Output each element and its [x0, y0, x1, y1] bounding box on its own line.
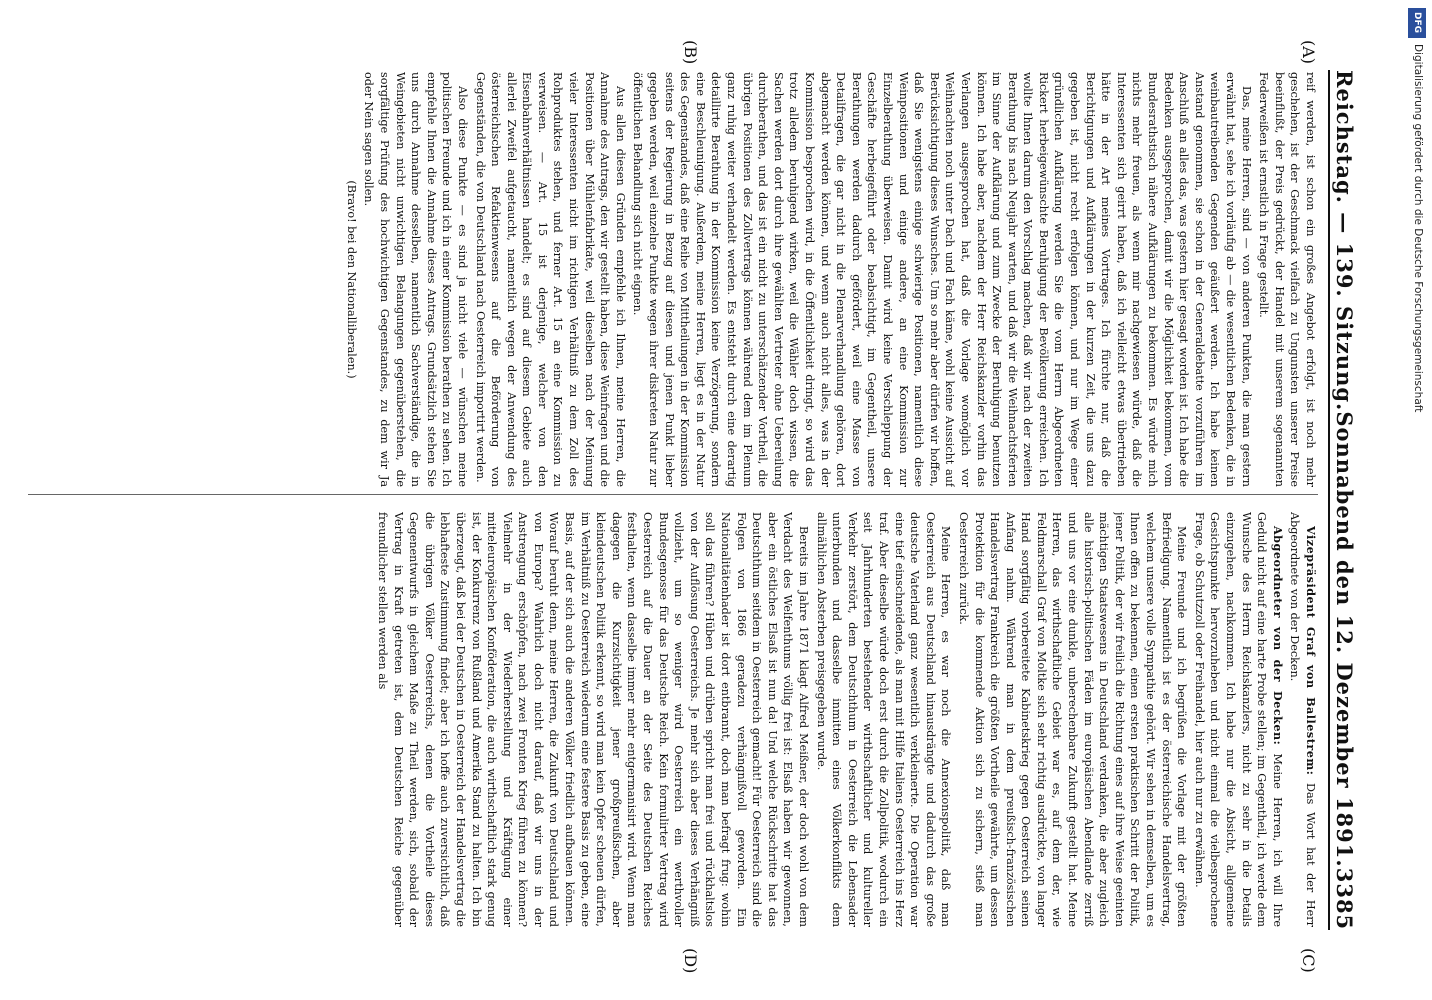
- applause-note: (Bravo! bei den Nationalliberalen.): [344, 180, 358, 379]
- speech-text: Meine Herren, ich will Ihre Geduld nicht auf eine harte Probe stellen; im Gegentheil, ich werde dem Wunsche des Herrn Reichskanzlers, nicht zu sehr in die Details einzugehen, nachkommen. Ich habe nur die Absicht, allgemeine Gesichtspunkte hervorzuheben und nicht einmal die vielbesprochene Frage, ob Schutzzoll oder Freihandel, hier auch nur zu erwähnen.: [1192, 512, 1284, 927]
- speech-text: Das Wort hat der Herr Abgeordnete von der Decken.: [1288, 512, 1317, 927]
- paragraph: [1287, 512, 1318, 927]
- right-column: [28, 512, 1318, 927]
- speech-text: Meine Freunde und ich begrüßen die Vorlage mit der größten Befriedigung. Namentlich ist es der österreichische Handelsvertrag, welchem unsere volle Sympathie gehört. Wir sehen in demselben, um es Ihnen offen zu bekennen, einen ersten praktischen Schritt der Politik, jener Politik, der wir freilich die Richtung eines auf ihre Weise geeinten mächtigen Staatswesens in Deutschland verdanken, die aber zugleich alle historisch-politischen Fäden im europäischen Abendlande zerriß und uns vor eine dunkle, unberechenbare Zukunft gestellt hat. Meine Herren, das wirthschaftliche Gebiet war es, auf dem der, wie Feldmarschall Graf von Moltke sich sehr richtig ausdrückte, von langer Hand sorgfältig vorbereitete Kabinetskrieg gegen Oesterreich seinen Anfang nahm. Während man in dem preußisch-französischen Handelsvertrag Frankreich die größten Vortheile gewährte, um dessen Protektion für die kommende Aktion sich zu sichern, stieß man Oesterreich zurück.: [956, 512, 1189, 927]
- header-rule: [1328, 70, 1330, 930]
- paragraph: [813, 512, 953, 927]
- dfg-credit: Digitalisierung gefördert durch die Deutsche Forschungsgemeinschaft: [1412, 44, 1424, 413]
- running-header: [1332, 70, 1372, 930]
- header-left: Reichstag. — 139. Sitzung.: [1332, 70, 1357, 412]
- dfg-logo: DFG: [1408, 8, 1426, 38]
- margin-marker-c: (C): [1299, 948, 1318, 973]
- margin-marker-b: (B): [681, 40, 700, 65]
- speaker-name: Vizepräsident Graf von Ballestrem:: [1304, 526, 1318, 776]
- speaker-name: Abgeordneter von der Decken:: [1270, 526, 1285, 746]
- left-column: [28, 72, 1318, 487]
- paragraph: Aus allen diesen Gründen empfehle ich Ihnen, meine Herren, die Annahme des Antrags, den wir gestellt haben, diese Weinfragen und die Positionen über Mühlenfabrikate, weil dieselben nach der Meinung vieler Interessenten nicht im richtigen Verhältniß zu dem Zoll des Rohproduktes stehen, und ferner Art. 15 an eine Kommission zu verweisen. — Art. 15 ist derjenige, welcher von den Eisenbahnverhältnissen handelt; es sind auf diesem Gebiete auch allerlei Zweifel aufgetaucht, namentlich wegen der Anwendung des österreichischen Refaktienwesens auf die Beförderung von Gegenständen, die von Deutschland nach Oesterreich importirt werden.: [473, 72, 627, 487]
- column-divider: [28, 494, 1318, 495]
- page-number: 3385: [1332, 867, 1357, 931]
- paragraph: [1191, 512, 1285, 927]
- paragraph: Das, meine Herren, sind — von anderen Punkten, die man gestern erwähnt hat, sehe ich vorläufig ab — die wesentlichen Bedenken, die in weinbautreibenden Gegenden geäußert werden. Ich habe keinen Anstand genommen, sie schon in der Generaldebatte vorzuführen im Anschluß an alles das, was gestern hier gesagt worden ist. Ich habe die Bedenken ausgesprochen, damit wir die Möglichkeit bekommen, vom Bundesrathstisch nähere Aufklärungen zu bekommen. Es würde mich nichts mehr freuen, als wenn mir nachgewiesen würde, daß die Interessenten sich geirrt haben, daß ich vielleicht etwas übertrieben hätte in der Art meines Vortrages. Ich fürchte nur, daß die Berichtigungen und Aufklärungen in der kurzen Zeit, die uns dazu gegeben ist, nicht recht erfolgen können, und nur im Wege einer gründlichen Aufklärung werden Sie die vom Herrn Abgeordneten Rickert herbeigewünschte Beruhigung der Bevölkerung erreichen. Ich wollte Ihnen darum den Vorschlag machen, daß wir nach der zweiten Berathung bis nach Neujahr warten, und daß wir die Weihnachtsferien im Sinne der Aufklärung und zum Zwecke der Beruhigung benutzen können. Ich habe aber, nachdem der Herr Reichskanzler vorhin das Verlangen ausgesprochen hat, daß die Vorlage womöglich vor Weihnachten noch unter Dach und Fach käme, wohl keine Aussicht auf Berücksichtigung dieses Wunsches. Um so mehr aber dürfen wir hoffen, daß Sie wenigstens einige schwierige Positionen, namentlich diese Weinpositionen und einige andere, an eine Kommission zur Einzelberathung überweisen. Damit wird keine Verschleppung der Geschäfte herbeigeführt oder beabsichtigt, im Gegentheil, unsere Berathungen werden dadurch gefördert, weil eine Masse von Detailfragen, die gar nicht in die Plenarverhandlung gehören, dort abgemacht werden können, und wenn auch nicht alles, was in der Kommission besprochen wird, in die Öffentlichkeit dringt, so wird das trotz alledem beruhigend wirken, weil die Wähler doch wissen, die Sachen werden dort durch ihre gewählten Vertreter ohne Uebereilung durchberathen, und das ist ein nicht zu unterschätzender Vortheil, die übrigen Positionen des Zollvertrags können während dem im Plenum ganz ruhig weiter verhandelt werden. Es entsteht durch eine derartig detaillirte Berathung in der Kommission keine Verzögerung, sondern eine Beschleunigung. Außerdem, meine Herren, liegt es in der Natur des Gegenstandes, daß eine Reihe von Mittheilungen in der Kommission seitens der Regierung in Bezug auf diesen und jenen Punkt lieber gegeben werden, weil einzelne Punkte wegen ihrer diskreten Natur zur öffentlichen Behandlung sich nicht eignen.: [631, 72, 1253, 487]
- paragraph: [955, 512, 1189, 927]
- speech-text: Meine Herren, es war noch die Annexionspolitik, daß man Oesterreich aus Deutschland hinausdrängte und dadurch das große deutsche Vaterland ganz wesentlich verkleinerte. Die Operation war eine tief einschneidende, als man mit Hilfe Italiens Oesterreich ins Herz traf. Aber dieselbe würde doch erst durch die Zollpolitik, wodurch ein seit Jahrhunderten bestehender wirthschaftlicher und kultureller Verkehr zerstört, dem Deutschthum in Oesterreich die Lebensader unterbunden und dasselbe inmitten eines Völkerkonflikts dem allmählichen Absterben preisgegeben wurde.: [814, 512, 953, 927]
- margin-marker-a: (A): [1299, 40, 1318, 65]
- paragraph: Also diese Punkte — es sind ja nicht viele — wünschen meine politischen Freunde und ich in einer Kommission berathen zu sehen. Ich empfehle Ihnen die Annahme dieses Antrags. Grundsätzlich stehen Sie uns durch Annahme desselben, namentlich Sachverständige, die in Weingebieten nicht unwichtigen Belangungen gegenüberstehen, die sorgfältige Prüfung des hochwichtigen Gegenstandes, zu dem wir Ja oder Nein sagen sollen.: [362, 72, 469, 487]
- paragraph: reif werden, ist schon ein großes Angebot erfolgt, ist noch mehr geschehen, ist der Geschmack vielfach zu Ungunsten unserer Preise beeinflußt, der Preis gedrückt, der Handel mit unserem sogenannten Federweißen ist ernstlich in Frage gestellt.: [1257, 72, 1317, 487]
- header-date: Sonnabend den 12. Dezember 1891.: [1332, 411, 1357, 868]
- margin-marker-d: (D): [681, 948, 700, 974]
- paragraph: [374, 512, 811, 927]
- dfg-sidebar: [1404, 0, 1432, 1000]
- speech-text: Bereits im Jahre 1871 klagt Alfred Meißner, der doch wohl von dem Verdacht des Welfenthums völlig frei ist: Elsaß haben wir gewonnen, aber ein östliches Elsaß ist nun da! Und welche Rückschritte hat das Deutschthum seitdem in Oesterreich gemacht! Für Oesterreich sind die Folgen von 1866 geradezu verhängnißvoll geworden. Ein Nationalitätenhader ist dort entbrannt, doch man befragt frug: wohin soll das führen? Hüben und drüben spricht man frei und rückhaltslos von der Auflösung Oesterreichs. Je mehr sich aber dieses Verhängniß vollzieht, um so weniger wird Oesterreich ein werthvoller Bundesgenosse für das Deutsche Reich. Kein formulirter Vertrag wird Oesterreich auf die Dauer an der Seite des Deutschen Reiches festhalten, wenn dasselbe immer mehr entgermanisirt wird. Wenn man dagegen die Kurzsichtigkeit jener großpreußischen, aber kleindeutschen Politik erkennt, so wird man kein Opfer scheuen dürfen, im Verhältniß zu Oesterreich wiederum eine festere Basis zu geben, eine Basis, auf der sich auch die anderen Völker friedlich aufbauen können. Worauf beruht denn, meine Herren, die Zukunft von Deutschland und von Europa? Wahrlich doch nicht darauf, daß wir uns in der Anstrengung erschöpfen, nach zwei Fronten Krieg führen zu können? Vielmehr in der Wiederherstellung und Kräftigung einer mitteleuropäischen Konföderation, die auch wirthschaftlich stark genug ist, der Konkurrenz von Rußland und Amerika Stand zu halten. Ich bin überzeugt, daß bei der Deutschen in Oesterreich der Handelsvertrag die lebhafteste Zustimmung findet; aber ich hoffe auch zuversichtlich, daß die übrigen Völker Oesterreichs, denen die Vortheile dieses Gegenentwurfs in gleichem Maße zu Theil werden, sich, sobald der Vertrag in Kraft getreten ist, dem Deutschen Reiche gegenüber freundlicher stellen werden als: [375, 512, 810, 927]
